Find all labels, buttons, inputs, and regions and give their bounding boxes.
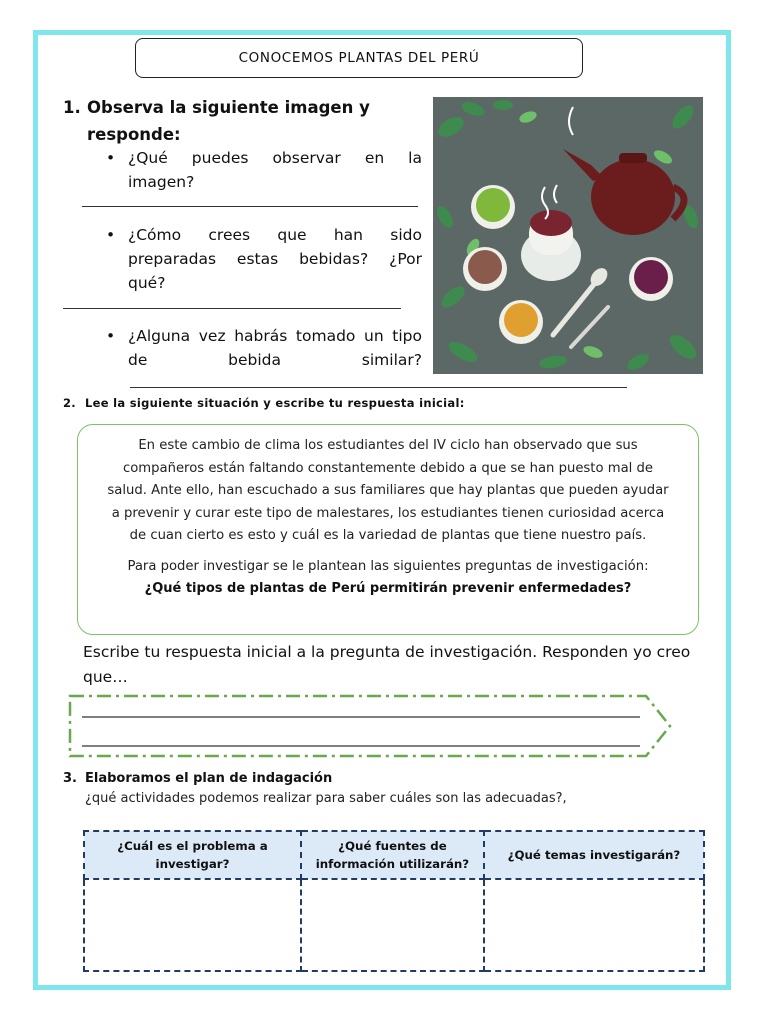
question-line: de bebida similar? xyxy=(128,351,422,369)
section1-heading-line2: responde: xyxy=(87,125,181,144)
section3-subtitle: ¿qué actividades podemos realizar para saber cuáles son las adecuadas?, xyxy=(85,791,567,806)
question-observe xyxy=(106,146,422,194)
bullet: • xyxy=(106,327,116,345)
section1-heading-line1: Observa la siguiente imagen y xyxy=(87,98,370,117)
answer-line[interactable] xyxy=(82,206,418,207)
situation-box xyxy=(77,424,699,635)
answer-line[interactable] xyxy=(130,387,627,388)
answer-arrow-box xyxy=(64,690,676,762)
section3-heading xyxy=(63,771,332,786)
table-header-sources: ¿Qué fuentes de información utilizarán? xyxy=(301,831,484,879)
table-header-topics: ¿Qué temas investigarán? xyxy=(484,831,704,879)
research-question: ¿Qué tipos de plantas de Perú permitirán prevenir enfermedades? xyxy=(144,581,632,596)
table-header-problem: ¿Cuál es el problema a investigar? xyxy=(84,831,301,879)
herbal-tea-illustration xyxy=(433,97,703,374)
section3-number: 3. xyxy=(63,771,77,786)
situation-paragraph: En este cambio de clima los estudiantes del IV ciclo han observado que sus compañeros están faltando constantemente debido a que se han puesto mal de salud. Ante ello, han escuchado a sus familiares que hay plantas que pueden ayudar a prevenir y curar este tipo de malestares, los estudiantes tienen curiosidad acerca de cuan cierto es esto y cuál es la variedad de plantas que tiene nuestro país. xyxy=(107,438,669,543)
bullet: • xyxy=(106,226,116,244)
section1-heading xyxy=(63,94,393,148)
question-line: ¿Cómo crees que han sido xyxy=(128,226,422,244)
table-row xyxy=(84,879,704,971)
table-cell-topics[interactable] xyxy=(484,879,704,971)
question-similar-drink xyxy=(106,324,422,372)
section2-number: 2. xyxy=(63,396,76,410)
section2-heading-text: Lee la siguiente situación y escribe tu respuesta inicial: xyxy=(85,396,465,410)
question-line: preparadas estas bebidas? ¿Por xyxy=(128,250,422,268)
bullet: • xyxy=(106,149,116,167)
table-cell-problem[interactable] xyxy=(84,879,301,971)
section1-number: 1. xyxy=(63,98,81,117)
initial-answer-prompt: Escribe tu respuesta inicial a la pregunta de investigación. Responden yo creo que… xyxy=(83,643,691,686)
table-cell-sources[interactable] xyxy=(301,879,484,971)
research-intro: Para poder investigar se le plantean las siguientes preguntas de investigación: xyxy=(127,558,649,574)
question-prepared xyxy=(106,223,422,295)
table-header-row xyxy=(84,831,704,879)
inquiry-plan-table xyxy=(83,830,705,972)
question-line: imagen? xyxy=(128,173,195,191)
question-line: ¿Alguna vez habrás tomado un tipo xyxy=(128,327,422,345)
section2-heading xyxy=(63,396,465,410)
section3-heading-text: Elaboramos el plan de indagación xyxy=(85,771,333,786)
question-line: ¿Qué puedes observar en la xyxy=(128,149,422,167)
page-title: CONOCEMOS PLANTAS DEL PERÚ xyxy=(135,38,583,78)
question-line: qué? xyxy=(128,274,166,292)
answer-line[interactable] xyxy=(63,308,401,309)
